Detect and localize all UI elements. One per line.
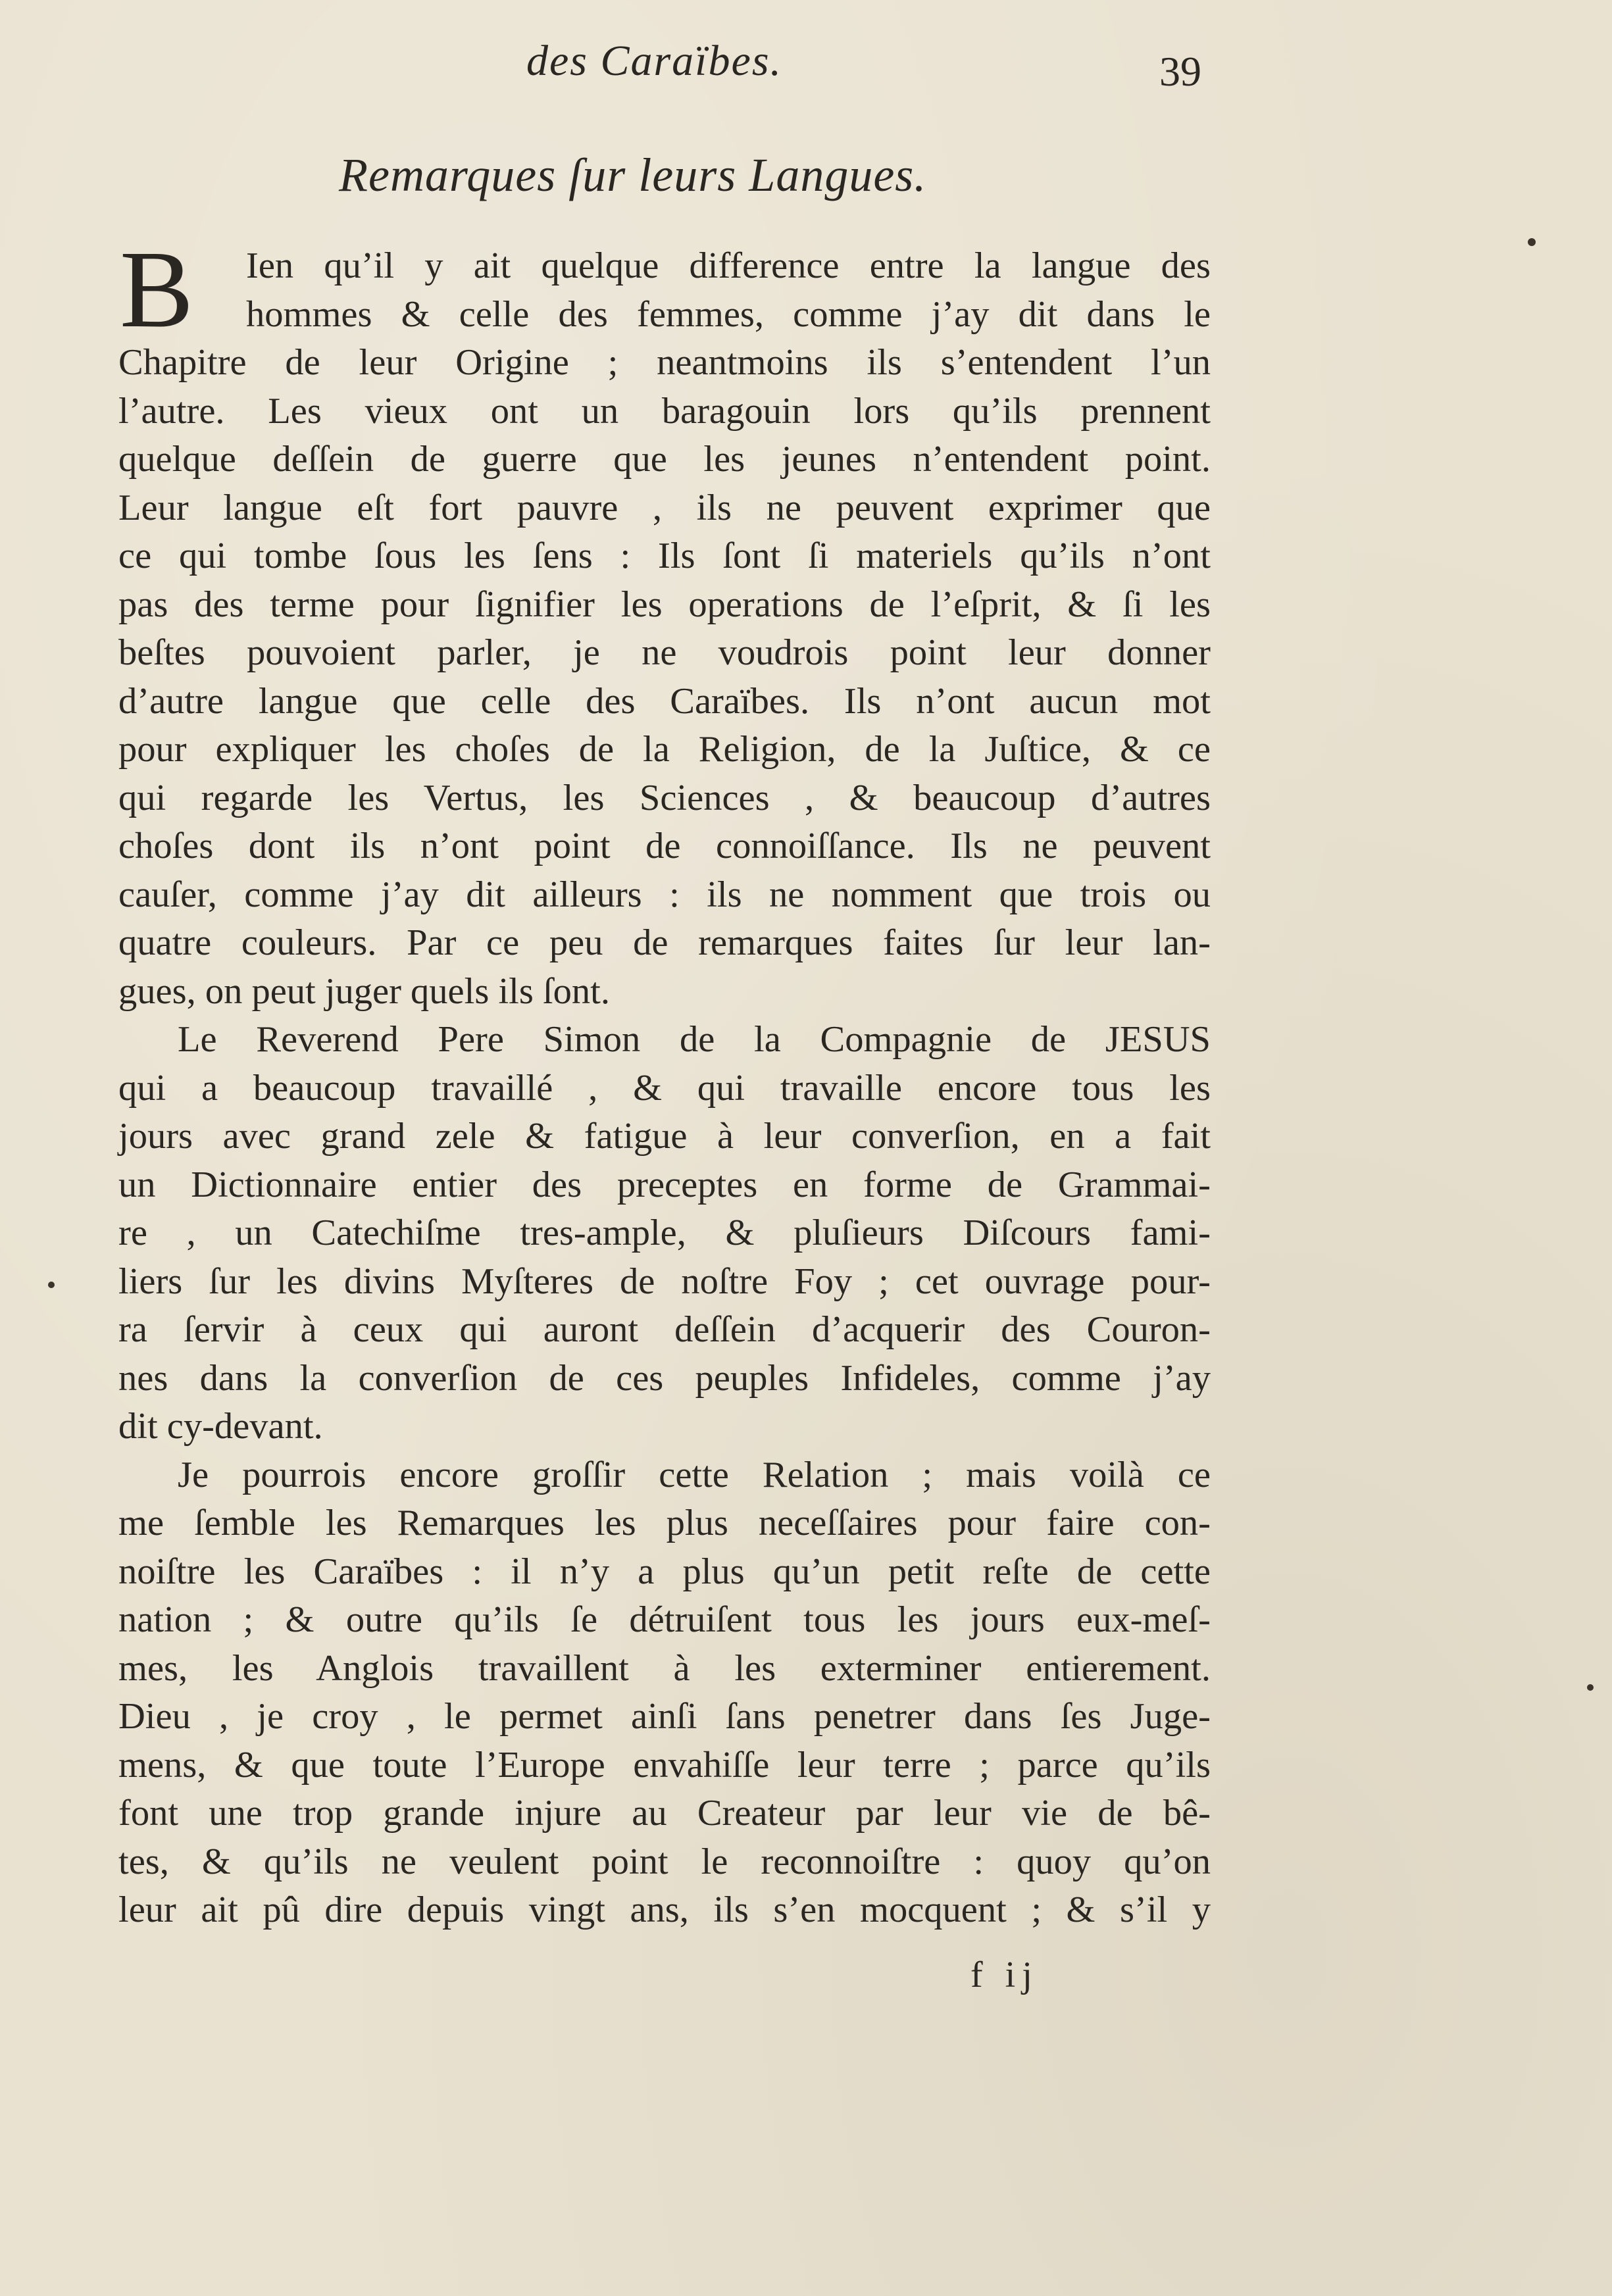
text-line: mens, & que toute l’Europe envahiſſe leur terre ; parce qu’ils bbox=[118, 1744, 1211, 1785]
text-line: re , un Catechiſme tres-ample, & pluſieurs Diſcours fami- bbox=[118, 1212, 1211, 1253]
text-line: mes, les Anglois travaillent à les exterminer entierement. bbox=[118, 1647, 1211, 1689]
text-line: d’autre langue que celle des Caraïbes. Ils n’ont aucun mot bbox=[118, 680, 1211, 722]
text-line: gues, on peut juger quels ils ſont. bbox=[118, 970, 610, 1012]
text-line: ra ſervir à ceux qui auront deſſein d’acquerir des Couron- bbox=[118, 1309, 1211, 1350]
text-line: dit cy-devant. bbox=[118, 1406, 323, 1447]
text-line: ce qui tombe ſous les ſens : Ils ſont ſi materiels qu’ils n’ont bbox=[118, 536, 1211, 576]
text-line: quatre couleurs. Par ce peu de remarques faites ſur leur lan- bbox=[118, 922, 1211, 963]
text-line: pas des terme pour ſignifier les operations de l’eſprit, & ſi les bbox=[118, 584, 1211, 625]
text-line: qui regarde les Vertus, les Sciences , & beaucoup d’autres bbox=[118, 777, 1211, 818]
body-text bbox=[118, 228, 1211, 1935]
text-line: pour expliquer les choſes de la Religion, de la Juſtice, & ce bbox=[118, 729, 1211, 770]
text-line: Dieu , je croy , le permet ainſi ſans penetrer dans ſes Juge- bbox=[118, 1696, 1211, 1737]
text-line: beſtes pouvoient parler, je ne voudrois point leur donner bbox=[118, 632, 1211, 673]
text-line: nes dans la converſion de ces peuples Infideles, comme j’ay bbox=[118, 1357, 1211, 1399]
text-line: cauſer, comme j’ay dit ailleurs : ils ne nomment que trois ou bbox=[118, 874, 1211, 915]
paper-speck bbox=[1528, 238, 1536, 246]
text-line: nation ; & outre qu’ils ſe détruiſent tous les jours eux-meſ- bbox=[118, 1599, 1211, 1640]
running-title: des Caraïbes. bbox=[526, 37, 782, 85]
page-number: 39 bbox=[1159, 48, 1201, 95]
text-line: me ſemble les Remarques les plus neceſſaires pour faire con- bbox=[118, 1503, 1211, 1543]
catchword: f ij bbox=[970, 1955, 1039, 1995]
text-line: tes, & qu’ils ne veulent point le reconnoiſtre : quoy qu’on bbox=[118, 1841, 1211, 1882]
paper-speck bbox=[1587, 1684, 1594, 1691]
text-line: un Dictionnaire entier des preceptes en forme de Grammai- bbox=[118, 1164, 1211, 1205]
text-line: Je pourrois encore groſſir cette Relation ; mais voilà ce bbox=[178, 1454, 1211, 1495]
text-line: Le Reverend Pere Simon de la Compagnie de JESUS bbox=[178, 1019, 1211, 1060]
drop-cap: B bbox=[120, 228, 194, 351]
text-line: qui a beaucoup travaillé , & qui travaille encore tous les bbox=[118, 1067, 1211, 1109]
text-line: quelque deſſein de guerre que les jeunes n’entendent point. bbox=[118, 439, 1211, 480]
text-line: liers ſur les divins Myſteres de noſtre Foy ; cet ouvrage pour- bbox=[118, 1260, 1211, 1302]
section-title: Remarques ſur leurs Langues. bbox=[339, 149, 927, 201]
text-line: Ien qu’il y ait quelque difference entre la langue des bbox=[246, 245, 1211, 286]
text-line: noiſtre les Caraïbes : il n’y a plus qu’un petit reſte de cette bbox=[118, 1551, 1211, 1592]
text-line: font une trop grande injure au Createur par leur vie de bê- bbox=[118, 1793, 1211, 1834]
paper-speck bbox=[48, 1282, 55, 1288]
text-line: hommes & celle des femmes, comme j’ay dit dans le bbox=[246, 293, 1211, 335]
text-line: jours avec grand zele & fatigue à leur converſion, en a fait bbox=[118, 1116, 1211, 1157]
text-line: leur ait pû dire depuis vingt ans, ils s’en mocquent ; & s’il y bbox=[118, 1889, 1211, 1930]
text-line: Leur langue eſt fort pauvre , ils ne peuvent exprimer que bbox=[118, 487, 1211, 528]
text-line: choſes dont ils n’ont point de connoiſſance. Ils ne peuvent bbox=[118, 826, 1211, 866]
text-line: Chapitre de leur Origine ; neantmoins ils s’entendent l’un bbox=[118, 342, 1211, 383]
text-line: l’autre. Les vieux ont un baragouin lors qu’ils prennent bbox=[118, 390, 1211, 432]
